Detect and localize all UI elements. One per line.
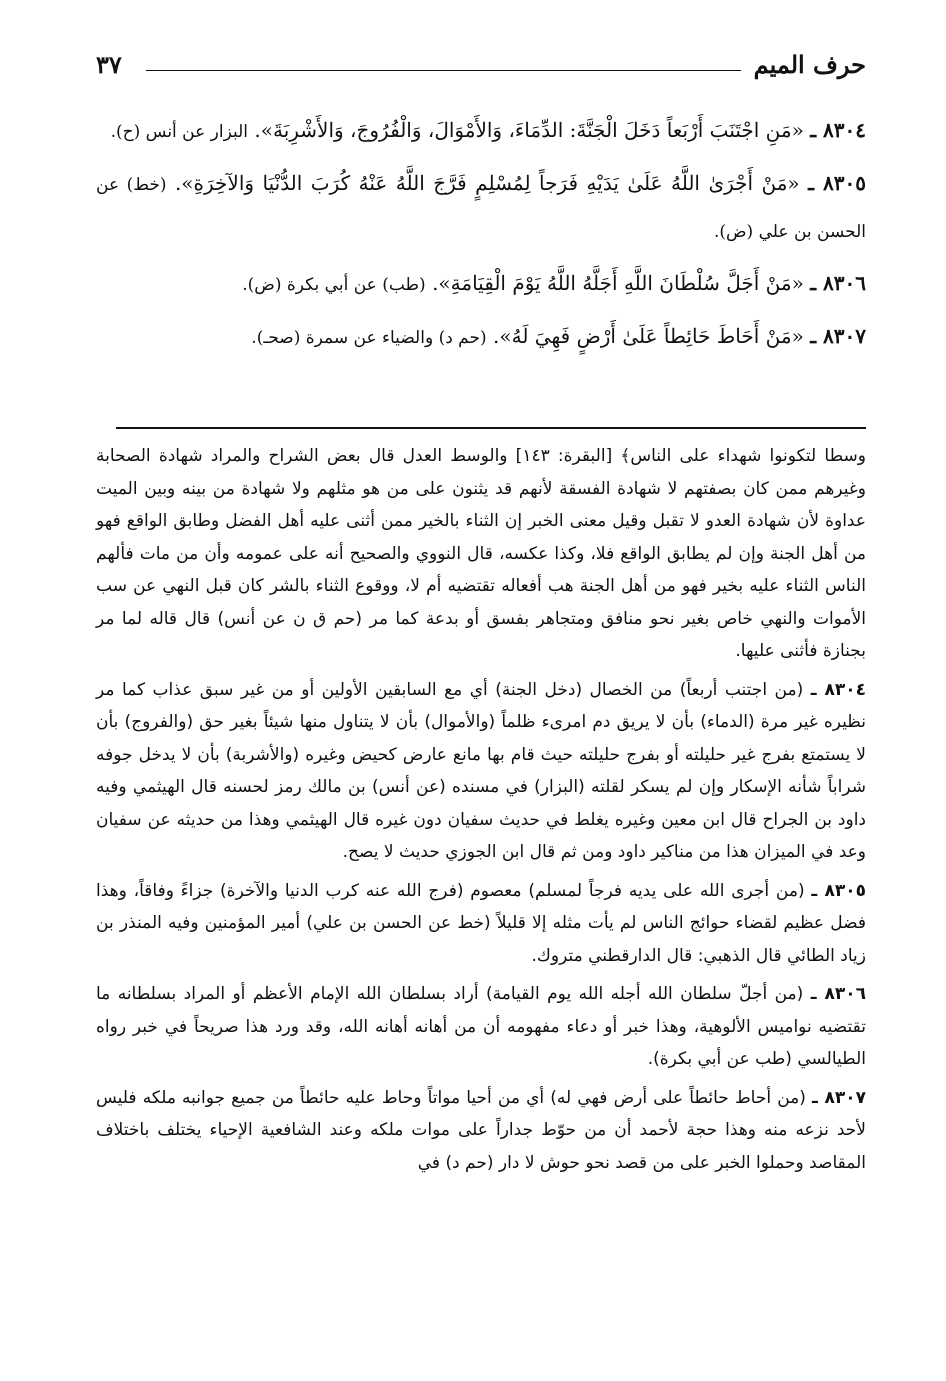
commentary-paragraph [96,978,866,1076]
commentary-text: (من أجرى الله على يديه فرجاً لمسلم) معصوم (فرج الله عنه كرب الدنيا والآخرة) جزاءً وفاقاً، وهذا فضل عظيم لقضاء حوائج الناس لم يأت مثله إلا قليلاً (خط عن الحسن بن علي) أمير المؤمنين وفيه المنذر بن زياد الطائي قال الذهبي: قال الدارقطني متروك. [96,880,866,966]
hadith-text: «مَنْ أَحَاطَ حَائِطاً عَلَىٰ أَرْضٍ فَهِيَ لَهُ». [493,324,804,348]
footnote-divider [116,427,866,429]
hadith-source: (حم د) والضياء عن سمرة (صحـ). [251,328,487,348]
hadith-entry [96,161,866,255]
hadith-entry [96,108,866,155]
commentary-paragraph [96,674,866,869]
hadith-source: (خط) عن الحسن بن علي (ض). [96,175,866,242]
hadith-entry [96,261,866,308]
commentary-number: ٨٣٠٥ ـ [811,880,867,901]
hadith-text: «مَنْ أَجْرَىٰ اللَّهُ عَلَىٰ يَدَيْهِ فَرَجاً لِمُسْلِمٍ فَرَّجَ اللَّهُ عَنْهُ كُرَبَ الدُّنْيَا وَالآخِرَةِ». [174,171,800,195]
commentary-text: (من اجتنب أربعاً) من الخصال (دخل الجنة) أي مع السابقين الأولين أو من غير سبق عذاب كما مر نظيره غير مرة (الدماء) بأن لا يريق دم امرىء ظلماً (والأموال) بأن لا يتناول منها شيئاً بغير حق (والفروج) بأن لا يستمتع بفرج غير حليلته أو بفرج حليلته حيث قام بها مانع عارض كحيض وغيره (والأشربة) بأن لا يدخل جوفه شراباً شأنه الإسكار وإن لم يسكر لقلته (البزار) في مسنده (عن أنس) بن مالك رمز لحسنه قال الهيثمي وفيه داود بن الجراح قال ابن معين وغيره يغلط في حديث سفيان دون غيره قال الهيثمي وهذا من حديثه عن سفيان وعد في الميزان هذا من مناكير داود ومن ثم قال ابن الجوزي حديث لا يصح. [96,679,866,862]
chapter-title: حرف الميم [753,50,866,79]
commentary-paragraph [96,1082,866,1180]
header-rule [146,70,741,71]
commentary-text: (من أحاط حائطاً على أرض فهي له) أي من أحيا مواتاً وحاط عليه حائطاً من جميع جوانبه ملكه فليس لأحد نزعه منه وهذا حجة لأحمد أن من حوّط جداراً على موات ملكه وعند الشافعية الإحياء يختلف باختلاف المقاصد وحملوا الخبر على من قصد نحو حوش لا دار (حم د) في [96,1087,866,1173]
page-number: ٣٧ [96,50,122,79]
commentary-number: ٨٣٠٧ ـ [812,1087,867,1108]
hadith-number: ٨٣٠٥ ـ [808,171,867,195]
hadith-number: ٨٣٠٤ ـ [810,118,866,142]
commentary-text: (من أجلّ سلطان الله أجله الله يوم القيامة) أراد بسلطان الله الإمام الأعظم أو المراد بسلطانه ما تقتضيه نواميس الألوهية، وهذا خبر أو دعاء مفهومه أن من أهانه أهانه الله، وقد ورد هذا صريحاً في خبر رواه الطيالسي (طب عن أبي بكرة). [96,984,866,1069]
commentary-section [96,440,866,1185]
hadith-entry [96,314,866,361]
commentary-paragraph [96,440,866,668]
hadith-number: ٨٣٠٦ ـ [810,271,866,295]
page-header [96,50,866,84]
commentary-number: ٨٣٠٤ ـ [810,679,867,700]
hadith-number: ٨٣٠٧ ـ [810,324,866,348]
commentary-paragraph [96,875,866,973]
commentary-text: وسطا لتكونوا شهداء على الناس﴾ [البقرة: ١٤٣] والوسط العدل قال بعض الشراح والمراد شهادة الصحابة وغيرهم ممن كان بصفتهم لا شهادة الفسقة لأنهم قد يثنون على من هو مثلهم ولا شهادة من بينه وبين الميت عداوة لأن شهادة العدو لا تقبل وقيل معنى الخبر إن الثناء بالخير ممن أثنى عليه أهل الفضل وطابق الواقع فهو من أهل الجنة وإن لم يطابق الواقع فلا، وكذا عكسه، قال النووي والصحيح أنه على عمومه وأن من مات فألهم الناس الثناء عليه بخير فهو من أهل الجنة هب أفعاله تقتضيه أم لا، ووقوع الثناء بالشر كان قبل النهي عن سب الأموات والنهي خاص بغير نحو منافق ومتجاهر بفسق أو بدعة كما مر (حم ق ن عن أنس) قال قاله لما مر بجنازة فأثنى عليها. [96,446,866,661]
commentary-number: ٨٣٠٦ ـ [810,984,867,1004]
hadith-source: البزار عن أنس (ح). [110,122,249,142]
hadith-text: «مَنْ أَجَلَّ سُلْطَانَ اللَّهِ أَجَلَّهُ اللَّهُ يَوْمَ الْقِيَامَةِ». [432,271,804,295]
hadith-text: «مَنِ اجْتَنَبَ أَرْبَعاً دَخَلَ الْجَنَّةَ: الدِّمَاءَ، وَالأَمْوَالَ، وَالْفُرُوجَ، وَالأَشْرِبَةَ». [254,118,804,142]
hadith-source: (طب) عن أبي بكرة (ض). [242,275,426,295]
hadith-list [96,108,866,367]
